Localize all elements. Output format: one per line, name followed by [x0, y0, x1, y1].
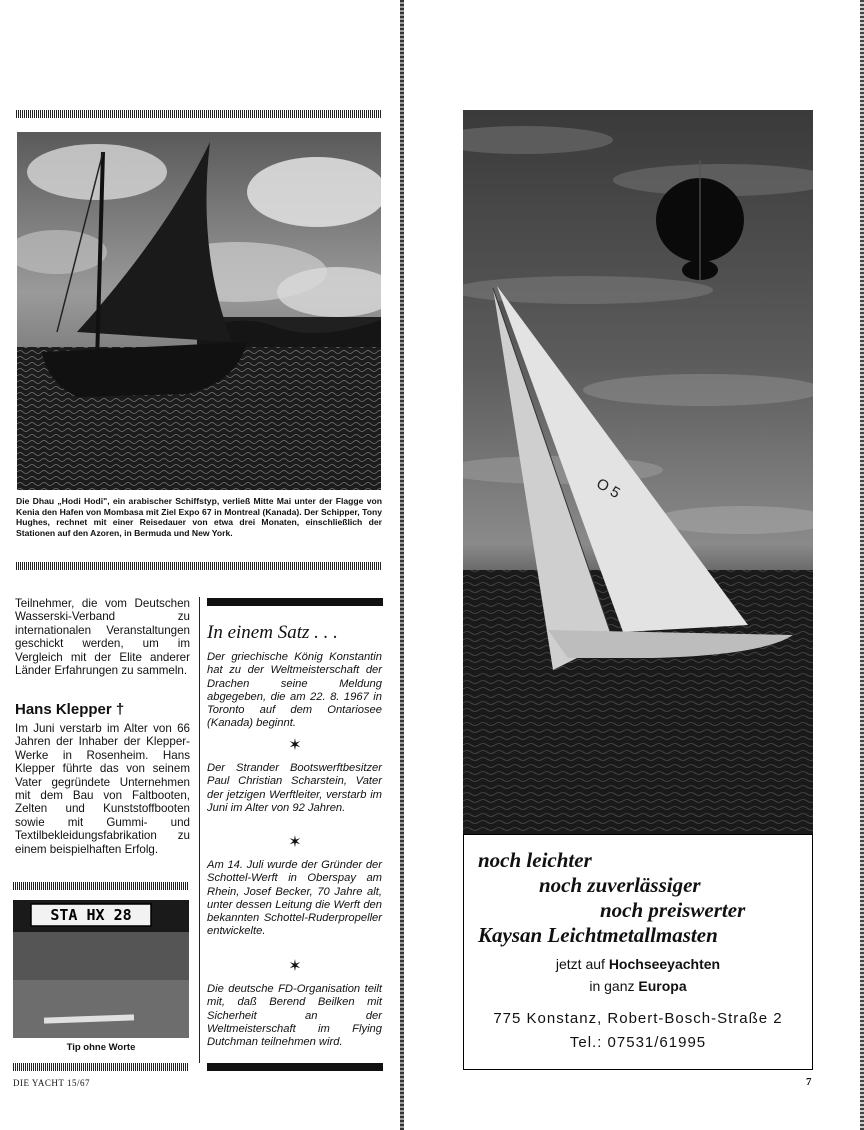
column-divider [199, 597, 200, 1063]
ad-address: 775 Konstanz, Robert-Bosch-Straße 2 [493, 1010, 783, 1027]
satz-item-1: Der griechische König Konstantin hat zu der Weltmeisterschaft der Drachen seine Meldung abgegeben, die am 22. 8. 1967 in Toronto auf dem Ontariosee (Kanada) beginnt. [207, 651, 382, 730]
sail-number: O 5 [593, 475, 623, 502]
satz-bar-bottom [207, 1063, 383, 1071]
rule-top [16, 110, 382, 118]
page-number: 7 [806, 1076, 812, 1088]
star-separator: ✶ [288, 958, 302, 975]
satz-bar-top [207, 598, 383, 606]
ad-line-4: Kaysan Leichtmetallmasten [478, 923, 718, 947]
ad-sub-1: jetzt auf Hochseeyachten [555, 956, 721, 972]
satz-item-3: Am 14. Juli wurde der Gründer der Schottel-Werft in Oberspay am Rhein, Josef Becker, 70 Jahre alt, unter dessen Leitung die Werft den bekannten Schottel-Ruderpropeller entwickelte. [207, 859, 382, 938]
photo-caption: Die Dhau „Hodi Hodi", ein arabischer Schiffstyp, verließ Mitte Mai unter der Flagge von Kenia den Hafen von Mombasa mit Ziel Expo 67 in Montreal (Kanada). Der Schipper, Tony Hughes, rechnet mit einer Reisedauer von etwa drei Monaten, einschließlich der Stationen auf den Azoren, in Bermuda und New York. [16, 496, 382, 538]
klepper-heading: Hans Klepper † [15, 701, 125, 718]
ad-line-2: noch zuverlässiger [539, 873, 701, 897]
rule-mid [16, 562, 382, 570]
satz-title: In einem Satz . . . [207, 622, 338, 643]
star-separator: ✶ [288, 737, 302, 754]
rule-small-top [13, 882, 189, 890]
page-gutter [400, 0, 404, 1130]
star-separator: ✶ [288, 834, 302, 851]
ad-phone: Tel.: 07531/61995 [569, 1034, 707, 1051]
sailboat-photo [463, 110, 813, 834]
license-plate-text: STA HX 28 [50, 906, 132, 924]
tip-caption: Tip ohne Worte [66, 1042, 136, 1053]
satz-item-2: Der Strander Bootswerftbesitzer Paul Christian Scharstein, Vater der jetzigen Werftleiter, verstarb im Juni im Alter von 92 Jahren. [207, 762, 382, 814]
dhow-photo [17, 132, 381, 490]
footer-magazine: DIE YACHT 15/67 [13, 1078, 90, 1088]
intro-paragraph: Teilnehmer, die vom Deutschen Wasserski-Verband zu internationalen Veranstaltungen geschickt werden, um im Vergleich mit der Elite anderer Länder Erfahrungen zu sammeln. [15, 597, 190, 678]
rule-small-bottom [13, 1063, 189, 1071]
ad-line-3: noch preiswerter [600, 898, 746, 922]
license-plate-photo [13, 900, 189, 1038]
klepper-paragraph: Im Juni verstarb im Alter von 66 Jahren der Inhaber der Klepper-Werke in Rosenheim. Hans Klepper führte das von seinem Vater gegründete Unternehmen mit dem Bau von Faltbooten, Zelten und Kunststoffbooten sowie mit Gummi- und Textilbekleidungsfabrikation zu einem beispielhaften Erfolg. [15, 722, 190, 856]
ad-sub-2: in ganz Europa [589, 978, 687, 994]
ad-line-1: noch leichter [478, 848, 592, 872]
right-page-edge [860, 0, 864, 1130]
satz-item-4: Die deutsche FD-Organisation teilt mit, daß Berend Beilken mit Sicherheit an der Weltmeisterschaft im Flying Dutchman teilnehmen wird. [207, 983, 382, 1049]
